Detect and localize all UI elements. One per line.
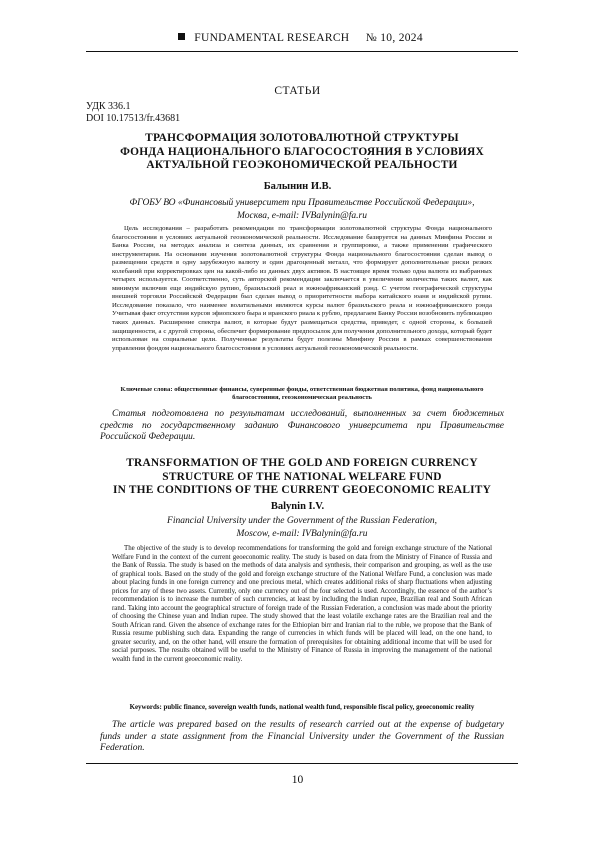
affiliation-en <box>110 515 494 540</box>
author-ru: Балынин И.В. <box>263 181 332 192</box>
author-en: Balynin I.V. <box>270 501 325 512</box>
keywords-en: Keywords: public finance, sovereign wealth funds, national wealth fund, responsible fiscal policy, geoeconomic reality <box>129 704 475 711</box>
footer-divider <box>86 763 518 764</box>
title-ru <box>100 132 504 173</box>
affiliation-ru <box>110 197 494 222</box>
doi: DOI 10.17513/fr.43681 <box>86 113 181 124</box>
affiliation-ru-line: Москва, e-mail: IVBalynin@fa.ru <box>236 210 368 221</box>
affiliation-ru-line: ФГОБУ ВО «Финансовый университет при Правительстве Российской Федерации», <box>129 198 475 208</box>
square-bullet-icon <box>178 33 185 40</box>
title-en-line: IN THE CONDITIONS OF THE CURRENT GEOECONOMIC REALITY <box>112 484 492 496</box>
title-ru-line: ФОНДА НАЦИОНАЛЬНОГО БЛАГОСОСТОЯНИЯ В УСЛОВИЯХ <box>120 145 484 158</box>
title-en-line: TRANSFORMATION OF THE GOLD AND FOREIGN CURRENCY <box>126 457 478 469</box>
journal-year: 2024 <box>398 32 423 44</box>
journal-name: FUNDAMENTAL RESEARCH <box>194 32 350 44</box>
journal-issue: № 10, <box>365 32 396 44</box>
affiliation-en-line: Moscow, e-mail: IVBalynin@fa.ru <box>236 528 368 539</box>
title-ru-line: ТРАНСФОРМАЦИЯ ЗОЛОТОВАЛЮТНОЙ СТРУКТУРЫ <box>145 132 459 144</box>
page-number: 10 <box>291 774 304 786</box>
funding-note-en: The article was prepared based on the results of research carried out at the expense of budgetary funds under a state assignment from the Financial University under the Government of the Russian Federation. <box>100 720 504 753</box>
abstract-en: The objective of the study is to develop recommendations for transforming the gold and foreign exchange structure of the National Welfare Fund in the context of the current geoeconomic reality. The study is based on data from the Ministry of Finance of Russia and the Bank of Russia. The study is based on the methods of data analysis and synthesis, their comparison and grouping, as well as the use of graphical tools. Based on the study of the gold and foreign exchange structure of the National Welfare Fund, a conclusion was made about placing funds in one foreign currency and one precious metal, which creates additional risks of sharp fluctuations when adjusting prices for any of these two assets. Currently, only one currency out of the four selected is used. Accordingly, the essence of the author’s recommendation is to increase the number of such currencies, at least by including the Indian rupee, Brazilian real and South African rand. Taking into account the geographical structure of foreign trade of the Russian Federation, a conclusion was made about the priority of choosing the Chinese yuan and Indian rupee. The study showed that the least volatile exchange rates are the Brazilian real and the South African rand. Given the absence of exchange rates for the Ethiopian birr and Iranian rial to the ruble, we propose that the Bank of Russia resume publishing such data. Expanding the range of currencies in which funds will be placed will lead, on the one hand, to greater security, and, on the other hand, will ensure the formation of prerequisites for obtaining additional income that will be used for social purposes. The results obtained will be useful to the Ministry of Finance of Russia in improving the management of the national wealth fund in the current geoeconomic reality. <box>112 545 492 663</box>
header-divider <box>86 51 518 52</box>
keywords-ru: Ключевые слова: общественные финансы, суверенные фонды, ответственная бюджетная политика, фонд национального благосостояния, геоэкономическая реальность <box>120 386 484 402</box>
udk-code: УДК 336.1 <box>86 101 131 112</box>
title-en <box>100 457 504 498</box>
journal-header <box>0 32 595 44</box>
funding-note-ru: Статья подготовлена по результатам исследований, выполненных за счет бюджетных средств по государственному заданию Финансового университета при Правительстве Российской Федерации. <box>100 409 504 442</box>
affiliation-en-line: Financial University under the Government of the Russian Federation, <box>167 516 437 526</box>
abstract-ru: Цель исследования – разработать рекомендации по трансформации золотовалютной структуры Фонда национального благосостояния в условиях актуальной геоэкономической реальности. Исследование базируется на данных Минфина России и Банка России, на методах анализа и синтеза данных, их сравнения и группировке, а также применении графического инструментария. На основании изучения золотовалютной структуры Фонда национального благосостояния сделан вывод о размещении средств в одну зарубежную валюту и один драгоценный металл, что формирует дополнительные риски резких колебаний при корректировках цен на какой-либо из данных двух активов. В настоящее время только одна валюта из выбранных четырех используется. Соответственно, суть авторской рекомендации заключается в увеличении количества таких валют, как минимум включив еще индийскую рупию, бразильский реал и южноафриканский рэнд. С учетом географической структуры внешней торговли Российской Федерации был сделан вывод о приоритетности выбора китайского юаня и индийской рупии. Исследование показало, что наименее волатильными являются курсы валют бразильского реала и южноафриканского рэнда Учитывая факт отсутствия курсов эфиопского быра и иранского риала к рублю, предлагаем Банку России возобновить публикацию таких данных. Расширение спектра валют, в которые будут размещаться средства, приведет, с одной стороны, к большей защищенности, а с другой стороны, обеспечит формирование предпосылок для получения дополнительного дохода, который будет использован на социальные цели. Полученные результаты будут полезны Минфину России в рамках совершенствования управления фондом национального благосостояния в условиях актуальной геоэкономической реальности. <box>112 225 492 352</box>
title-en-line: STRUCTURE OF THE NATIONAL WELFARE FUND <box>162 470 442 483</box>
title-ru-line: АКТУАЛЬНОЙ ГЕОЭКОНОМИЧЕСКОЙ РЕАЛЬНОСТИ <box>146 159 458 171</box>
section-title: СТАТЬИ <box>274 85 321 97</box>
